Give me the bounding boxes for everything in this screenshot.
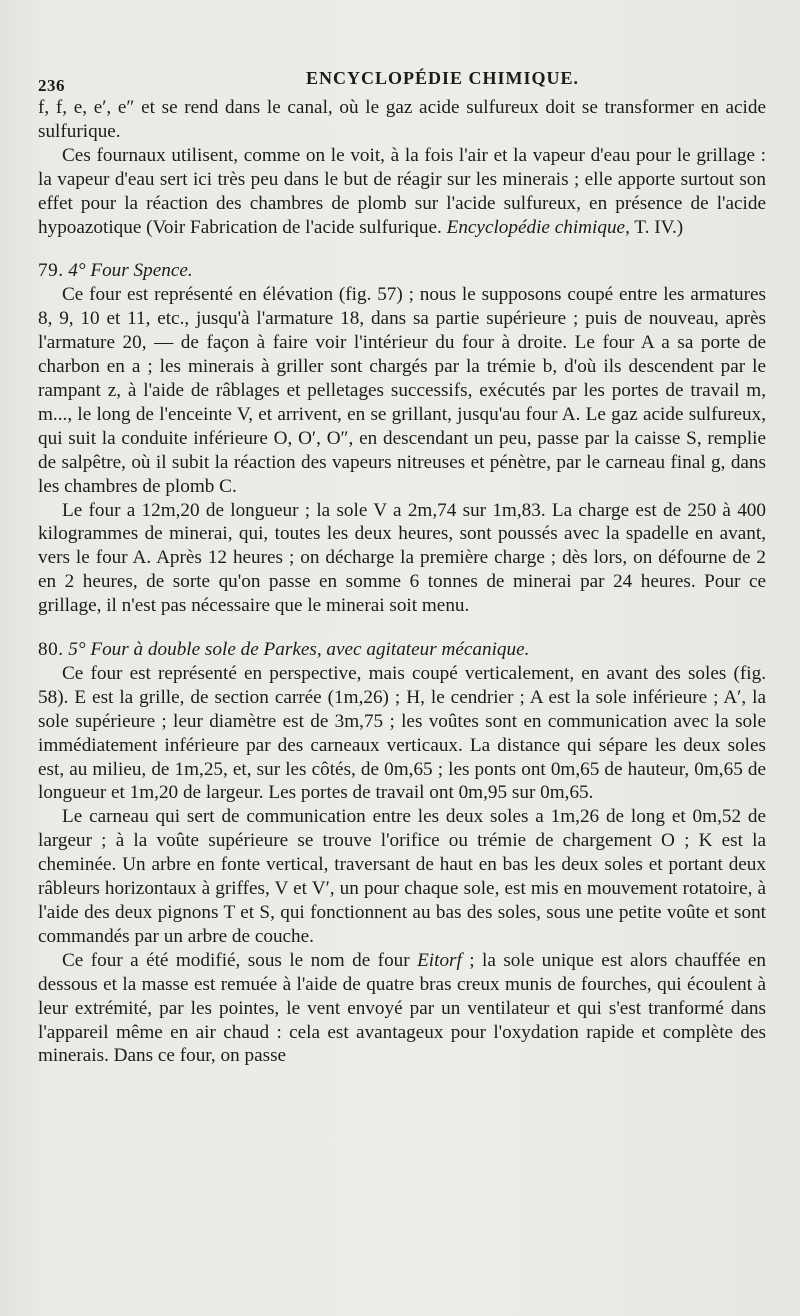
- paragraph: Ce four est représenté en élévation (fig. 57) ; nous le supposons coupé entre les armatures 8, 9, 10 et 11, etc., jusqu'à l'armature 18, dans sa partie supérieure ; puis de nouveau, après l'armature 20, — de façon à faire voir l'intérieur du four à droite. Le four A a sa porte de charbon en a ; les minerais à griller sont chargés par la trémie b, d'où ils descendent par le rampant z, à l'aide de râblages et pelletages successifs, exécutés par les portes de travail m, m..., le long de l'enceinte V, et arrivent, en se grillant, jusqu'au four A. Le gaz acide sulfureux, qui suit la conduite inférieure O, O′, O″, en descendant un peu, passe par la caisse S, remplie de salpêtre, où il subit la réaction des vapeurs nitreuses et pénètre, par le carneau final g, dans les chambres de plomb C.: [38, 284, 766, 497]
- paragraph: Ce four est représenté en perspective, mais coupé verticalement, en avant des soles (fig. 58). E est la grille, de section carrée (1m,26) ; H, le cendrier ; A est la sole inférieure ; A′, la sole supérieure ; leur diamètre est de 3m,75 ; les voûtes sont en communication avec la sole immédiatement inférieure par des carneaux verticaux. La distance qui sépare les deux soles est, au milieu, de 1m,25, et, sur les côtés, de 0m,65 ; les ponts ont 0m,65 de hauteur, 0m,65 de longueur et 1m,20 de largeur. Les portes de travail ont 0m,95 sur 0m,65.: [38, 662, 766, 804]
- section-title: 4° Four Spence.: [63, 260, 193, 282]
- section-number: 80.: [38, 639, 64, 661]
- furnace-name: Eitorf: [417, 949, 462, 971]
- section-heading: [38, 638, 766, 662]
- page-number: 236: [38, 76, 65, 95]
- paragraph: f, f, e, e′, e″ et se rend dans le canal, où le gaz acide sulfureux doit se transformer en acide sulfurique.: [38, 97, 766, 142]
- page-header: [38, 68, 778, 94]
- paragraph-text: Ces fournaux utilisent, comme on le voit, à la fois l'air et la vapeur d'eau pour le grillage : la vapeur d'eau sert ici très peu dans le but de réagir sur les minerais ; elle apporte surtout son effet pour la réaction des chambres de plomb sur l'acide sulfureux, en présence de l'acide hypoazotique (Voir Fabrication de l'acide sulfurique.: [38, 144, 766, 238]
- paragraph-text: , T. IV.): [625, 216, 684, 238]
- paragraph-text: ; la sole unique est alors chauffée en dessous et la masse est remuée à l'aide de quatre bras creux munis de fourches, qui écoulent à leur extrémité, par les pointes, le vent envoyé par un ventilateur et qui s'est tranformé dans l'appareil même en air chaud : cela est avantageux pour l'oxydation rapide et complète des minerais. Dans ce four, on passe: [38, 949, 766, 1067]
- paragraph: [38, 949, 766, 1069]
- section-number: 79.: [38, 260, 64, 282]
- running-head: ENCYCLOPÉDIE CHIMIQUE.: [306, 68, 580, 88]
- reference-title: Encyclopédie chimique: [446, 216, 626, 238]
- paragraph: [38, 144, 766, 240]
- section-title: 5° Four à double sole de Parkes, avec agitateur mécanique.: [63, 639, 530, 661]
- paragraph: Le carneau qui sert de communication entre les deux soles a 1m,26 de long et 0m,52 de largeur ; à la voûte supérieure se trouve l'orifice ou trémie de chargement O ; K est la cheminée. Un arbre en fonte vertical, traversant de haut en bas les deux soles et portant deux râbleurs horizontaux à griffes, V et V′, un pour chaque sole, est mis en mouvement rotatoire, à l'aide des deux pignons T et S, qui fonctionnent au bas des soles, sous une petite voûte et sont commandés par un arbre de couche.: [38, 806, 766, 947]
- section-heading: [38, 259, 766, 283]
- body-text: [38, 96, 766, 1068]
- paragraph: Le four a 12m,20 de longueur ; la sole V a 2m,74 sur 1m,83. La charge est de 250 à 400 kilogrammes de minerai, qui, toutes les deux heures, sont poussés avec la spadelle en avant, vers le four A. Après 12 heures ; on décharge la première charge ; dès lors, on défourne de 2 en 2 heures, de sorte qu'on passe en somme 6 tonnes de minerai par 24 heures. Pour ce grillage, il n'est pas nécessaire que le minerai soit menu.: [38, 499, 766, 617]
- paragraph-text: Ce four a été modifié, sous le nom de four: [62, 949, 418, 971]
